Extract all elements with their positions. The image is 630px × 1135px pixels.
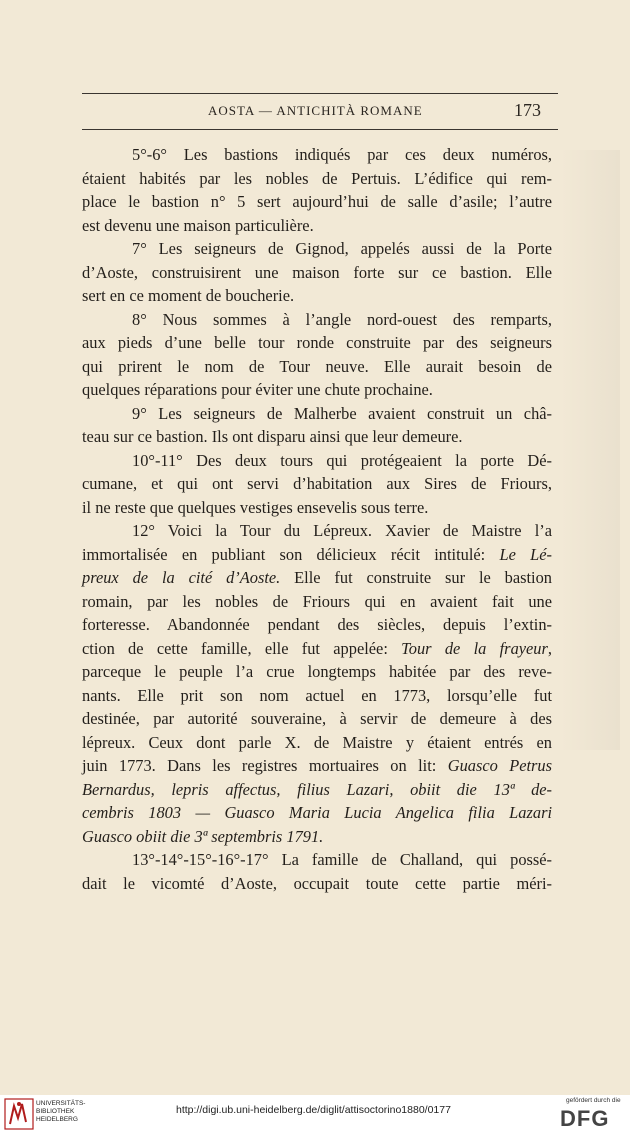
text-segment: d’Aoste, construisirent une maison forte sur ce bastion. Elle — [82, 262, 552, 282]
text-line — [82, 214, 552, 238]
text-segment: 12° Voici la Tour du Lépreux. Xavier de Maistre l’a — [132, 521, 552, 540]
text-segment: 9° Les seigneurs de Malherbe avaient construit un châ- — [132, 403, 552, 423]
text-line — [82, 684, 552, 708]
text-segment: quelques réparations pour éviter une chute prochaine. — [82, 380, 433, 399]
text-line — [82, 590, 552, 614]
text-line — [82, 543, 552, 567]
header-rule-top — [82, 93, 558, 94]
text-segment: est devenu une maison particulière. — [82, 215, 314, 235]
text-segment: romain, par les nobles de Friours qui en avaient fait une — [82, 591, 552, 611]
text-segment: qui prirent le nom de Tour neuve. Elle aurait besoin de — [82, 356, 552, 376]
text-segment: parceque le peuple l’a crue longtemps habitée par des reve- — [82, 662, 552, 681]
funded-by-label: gefördert durch die — [566, 1097, 621, 1104]
text-line — [82, 143, 552, 167]
dfg-logo: DFG — [560, 1106, 610, 1131]
text-line — [82, 731, 552, 755]
text-segment: 5°-6° Les bastions indiqués par ces deux numéros, — [132, 145, 552, 164]
text-line — [82, 754, 552, 778]
body-text — [82, 143, 552, 895]
text-segment: lépreux. Ceux dont parle X. de Maistre y étaient entrés en — [82, 732, 552, 752]
text-line — [82, 378, 552, 402]
text-line — [82, 519, 552, 543]
text-line — [82, 308, 552, 332]
text-line — [82, 637, 552, 661]
text-segment: destinée, par autorité souveraine, à servir de demeure à des — [82, 709, 552, 728]
text-line — [82, 237, 552, 261]
header-rule-bottom — [82, 129, 558, 130]
text-line — [82, 331, 552, 355]
italic-text: Guasco obiit die 3ª septembris 1791. — [82, 826, 324, 846]
page-url-link[interactable]: http://digi.ub.uni-heidelberg.de/diglit/attisoctorino1880/0177 — [176, 1104, 451, 1116]
text-line — [82, 778, 552, 802]
text-segment: 10°-11° Des deux tours qui protégeaient la porte Dé- — [132, 450, 552, 470]
text-segment: 8° Nous sommes à l’angle nord-ouest des remparts, — [132, 309, 552, 329]
text-segment: cumane, et qui ont servi d’habitation aux Sires de Friours, — [82, 474, 552, 493]
text-line — [82, 355, 552, 379]
text-segment: 7° Les seigneurs de Gignod, appelés aussi de la Porte — [132, 239, 552, 258]
text-line — [82, 402, 552, 426]
italic-text: preux de la cité d’Aoste. — [82, 568, 281, 587]
text-line — [82, 872, 552, 896]
page-number: 173 — [514, 100, 541, 120]
italic-text: Guasco Petrus — [447, 756, 553, 775]
text-segment: sert en ce moment de boucherie. — [82, 286, 295, 305]
library-name: UNIVERSITÄTS- BIBLIOTHEK HEIDELBERG — [36, 1100, 86, 1123]
text-line — [82, 566, 552, 590]
italic-text: Le Lé- — [499, 544, 552, 564]
italic-text: Bernardus, lepris affectus, filius Lazari, obiit die 13ª de- — [82, 779, 552, 799]
italic-text: Tour de la frayeur — [401, 638, 548, 658]
text-segment: teau sur ce bastion. Ils ont disparu ainsi que leur demeure. — [82, 427, 463, 446]
text-segment: , — [547, 638, 552, 658]
text-segment: forteresse. Abandonnée pendant des siècles, depuis l’extin- — [82, 615, 552, 634]
text-line — [82, 472, 552, 496]
italic-text: cembris 1803 — Guasco Maria Lucia Angelica filia Lazari — [82, 803, 552, 822]
text-line — [82, 660, 552, 684]
text-segment: ction de cette famille, elle fut appelée: — [82, 638, 402, 658]
text-line — [82, 167, 552, 191]
text-segment: étaient habités par les nobles de Pertuis. L’édifice qui rem- — [82, 168, 552, 188]
text-line — [82, 707, 552, 731]
running-header: AOSTA — ANTICHITÀ ROMANE — [208, 103, 423, 118]
text-segment: juin 1773. Dans les registres mortuaires on lit: — [82, 756, 448, 775]
text-segment: Elle fut construite sur le bastion — [280, 568, 552, 587]
text-segment: 13°-14°-15°-16°-17° La famille de Challand, qui possé- — [132, 850, 552, 869]
text-segment: nants. Elle prit son nom actuel en 1773, lorsqu’elle fut — [82, 685, 552, 705]
text-segment: aux pieds d’une belle tour ronde construite par des seigneurs — [82, 333, 552, 352]
text-line — [82, 190, 552, 214]
text-line — [82, 449, 552, 473]
text-segment: place le bastion n° 5 sert aujourd’hui de salle d’asile; l’autre — [82, 192, 552, 211]
text-line — [82, 425, 552, 449]
text-line — [82, 801, 552, 825]
text-line — [82, 261, 552, 285]
text-line — [82, 825, 552, 849]
text-segment: immortalisée en publiant son délicieux récit intitulé: — [82, 544, 500, 564]
text-line — [82, 496, 552, 520]
text-line — [82, 848, 552, 872]
text-segment: il ne reste que quelques vestiges ensevelis sous terre. — [82, 497, 429, 517]
show-through-shadow — [560, 150, 620, 750]
text-line — [82, 613, 552, 637]
text-line — [82, 284, 552, 308]
text-segment: dait le vicomté d’Aoste, occupait toute cette partie méri- — [82, 873, 552, 893]
university-seal-icon — [4, 1098, 34, 1130]
